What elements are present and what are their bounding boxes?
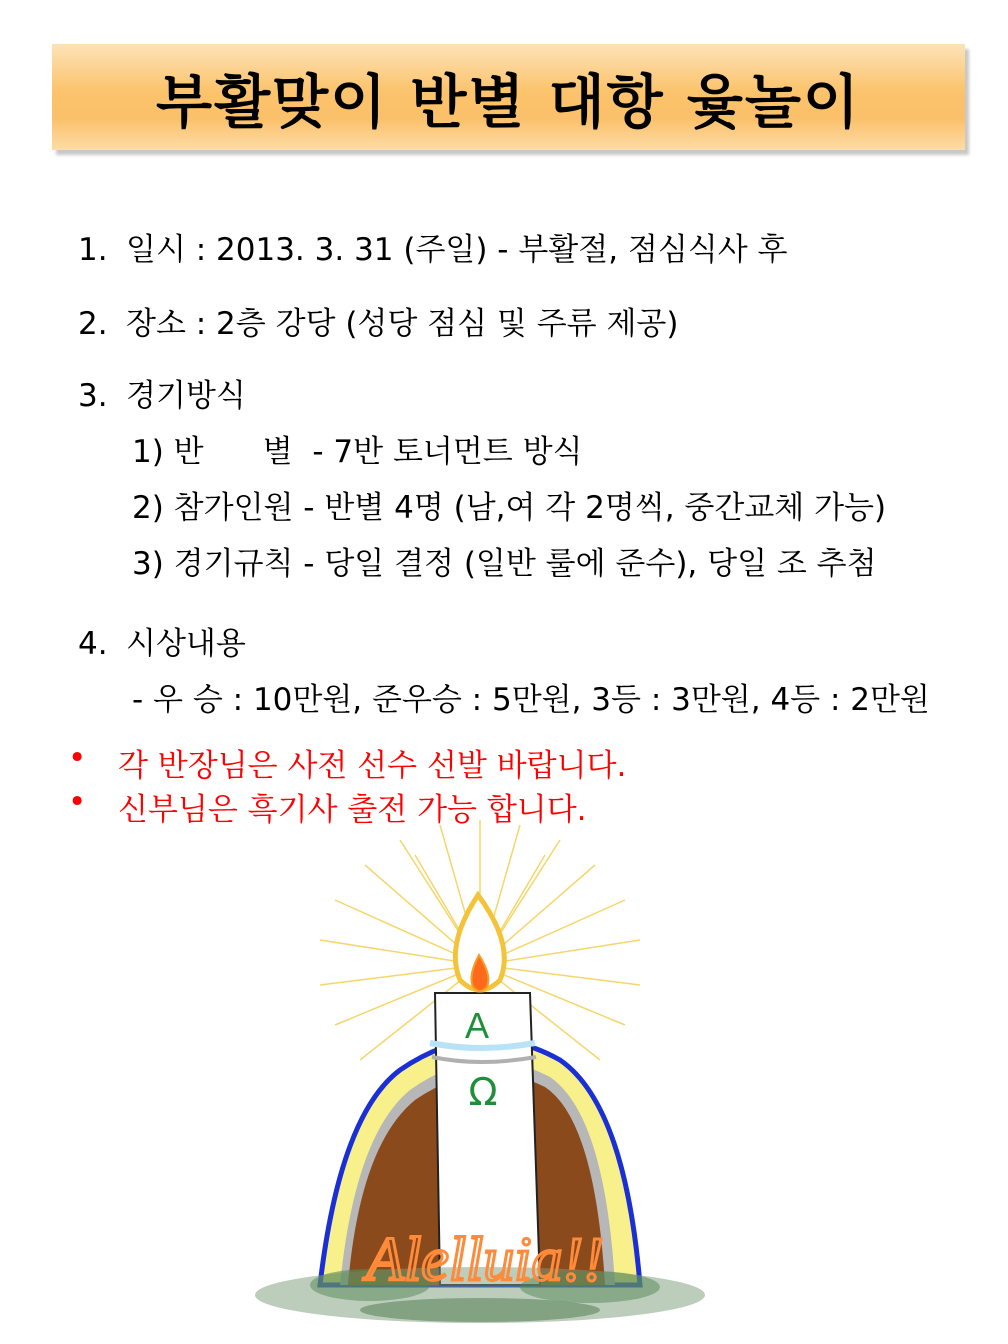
item-text: 장소 : 2층 강당 (성당 점심 및 주류 제공)	[126, 306, 679, 342]
page-title: 부활맞이 반별 대항 윷놀이	[156, 68, 861, 136]
item-prizes	[78, 618, 246, 663]
bullet-icon: •	[68, 784, 87, 820]
note-captains: 각 반장님은 사전 선수 선발 바랍니다.	[118, 748, 627, 784]
item-date	[78, 224, 787, 269]
item-text: 일시 : 2013. 3. 31 (주일) - 부활절, 점심식사 후	[126, 232, 788, 268]
item-number: 4.	[78, 626, 108, 662]
sub-item-rules: 3) 경기규칙 - 당일 결정 (일반 룰에 준수), 당일 조 추첨	[132, 546, 877, 582]
item-game-method	[78, 370, 246, 415]
bullet-icon: •	[68, 740, 87, 776]
item-text: 경기방식	[126, 378, 246, 414]
item-number: 2.	[78, 306, 108, 342]
alpha-symbol: A	[464, 1005, 490, 1046]
omega-symbol: Ω	[468, 1070, 498, 1114]
prize-details: - 우 승 : 10만원, 준우승 : 5만원, 3등 : 3만원, 4등 : 2만원	[132, 682, 930, 718]
item-place	[78, 298, 678, 343]
item-text: 시상내용	[126, 626, 246, 662]
title-banner	[52, 44, 965, 150]
easter-candle-illustration	[240, 815, 740, 1335]
note-priest: 신부님은 흑기사 출전 가능 합니다.	[118, 792, 587, 828]
item-number: 1.	[78, 232, 108, 268]
sub-item-class: 1) 반 별 - 7반 토너먼트 방식	[132, 434, 583, 470]
sub-item-participants: 2) 참가인원 - 반별 4명 (남,여 각 2명씩, 중간교체 가능)	[132, 490, 887, 526]
item-number: 3.	[78, 378, 108, 414]
alleluia-caption: Alelluia!!	[366, 1226, 604, 1294]
